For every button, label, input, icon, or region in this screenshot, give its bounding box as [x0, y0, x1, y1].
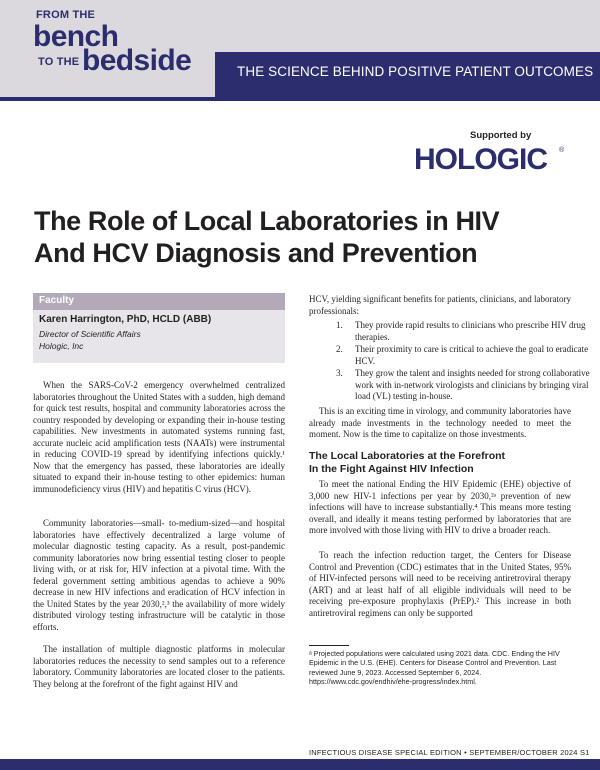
logo-bench: bench: [33, 20, 119, 53]
hologic-logo: HOLOGIC: [414, 143, 547, 176]
body-paragraph: To reach the infection reduction target, the Centers for Disease Control and Prevention (CDC) estimates that in the United States, 95% of HIV-infected persons will need to be receiving antiretroviral therapy (ART) and at least half of all eligible individuals will need to be receiving pre-exposure prophylaxis (PrEP).² This increase in both antiretroviral regimens can only be supported: [309, 550, 571, 618]
page-footer: INFECTIOUS DISEASE SPECIAL EDITION • SEPTEMBER/OCTOBER 2024 S1: [309, 748, 590, 757]
faculty-name: Karen Harrington, PhD, HCLD (ABB): [39, 314, 212, 325]
list-number: 2.: [336, 344, 343, 354]
section-subheading: The Local Laboratories at the Forefront: [309, 450, 506, 462]
body-paragraph: To meet the national Ending the HIV Epidemic (EHE) objective of 3,000 new HIV-1 infections per year by 2030,²ᵃ prevention of new infections will have to increase substantially.⁴ This means more testing overall, and ideally it means testing performed by laboratories that are more involved with those living with HIV to drive a broader reach.: [309, 479, 571, 535]
body-paragraph: HCV, yielding significant benefits for patients, clinicians, and laboratory professionals:: [309, 294, 571, 316]
faculty-heading-label: Faculty: [39, 295, 75, 306]
body-paragraph: The installation of multiple diagnostic platforms in molecular laboratories reduces the necessity to send samples out to a reference laboratory. Community laboratories are located closer to the patients. They belong at the forefront of the fight against HIV and: [33, 644, 285, 689]
footnote-rule: [309, 645, 349, 646]
logo-bedside: bedside: [82, 44, 192, 77]
tagline-band: [215, 52, 600, 97]
body-paragraph: When the SARS-CoV-2 emergency overwhelmed centralized laboratories throughout the United States with a sudden, high demand for quick test results, hospital and community laboratories across the country responded by developing or expanding their in-house testing capabilities. New investments in automated systems running fast, accurate nucleic acid amplification tests (NAATs) were instrumental in reducing COVID-19 spread by identifying infections quickly.¹ Now that the emergency has passed, these laboratories are ideally situated to expand their in-house testing to other epidemics: human immunodeficiency virus (HIV) and hepatitis C virus (HCV).: [33, 380, 285, 494]
from-the-bench-logo: [0, 0, 215, 97]
article-title-line-2: And HCV Diagnosis and Prevention: [34, 238, 478, 268]
list-number: 3.: [336, 368, 343, 378]
faculty-role: Director of Scientific Affairs: [39, 329, 141, 339]
footnote: ᵃ Projected populations were calculated using 2021 data. CDC. Ending the HIV Epidemic in the U.S. (EHE). Centers for Disease Control and Prevention. Last reviewed June 9, 2023. Accessed September 6, 2024. https://www.cdc.gov/endhiv/ehe-progress/index.html.: [309, 649, 560, 686]
faculty-org: Hologic, Inc: [39, 341, 84, 351]
tagline: THE SCIENCE BEHIND POSITIVE PATIENT OUTCOMES: [237, 64, 594, 79]
list-text: They grow the talent and insights needed for strong collaborative work with in-network virologists and clinicians by bringing viral load (VL) testing in-house.: [355, 368, 590, 401]
header-divider: [0, 97, 600, 101]
section-subheading: In the Fight Against HIV Infection: [309, 463, 474, 475]
body-paragraph: Community laboratories—small- to-medium-sized—and hospital laboratories have effectively decentralized a large volume of molecular diagnostic testing capacity. As a result, post-pandemic community laboratories now bring essential testing closer to people living with, or at risk for, HIV infection at a pivotal time. With the federal government setting ambitious agendas to achieve a 90% decrease in new HIV infections and eradication of HCV infection in the United States by the year 2030,²,³ the availability of more widely distributed virology testing infrastructure will be catalytic in those efforts.: [33, 518, 285, 632]
logo-from-the: FROM THE: [36, 9, 96, 21]
body-paragraph: This is an exciting time in virology, and community laboratories have already made investments in the technology needed to meet the moment. Now is the time to capitalize on those investments.: [309, 406, 571, 439]
list-text: Their proximity to care is critical to achieve the goal to eradicate HCV.: [355, 344, 589, 366]
faculty-heading: [33, 293, 285, 310]
footer-band: [0, 759, 600, 770]
registered-mark: ®: [559, 147, 565, 154]
list-text: They provide rapid results to clinicians who prescribe HIV drug therapies.: [355, 320, 586, 342]
supported-by-label: Supported by: [470, 130, 532, 141]
logo-to-the: TO THE: [38, 56, 80, 68]
faculty-box: [33, 310, 285, 363]
article-title-line-1: The Role of Local Laboratories in HIV: [34, 206, 500, 236]
list-number: 1.: [336, 320, 343, 330]
